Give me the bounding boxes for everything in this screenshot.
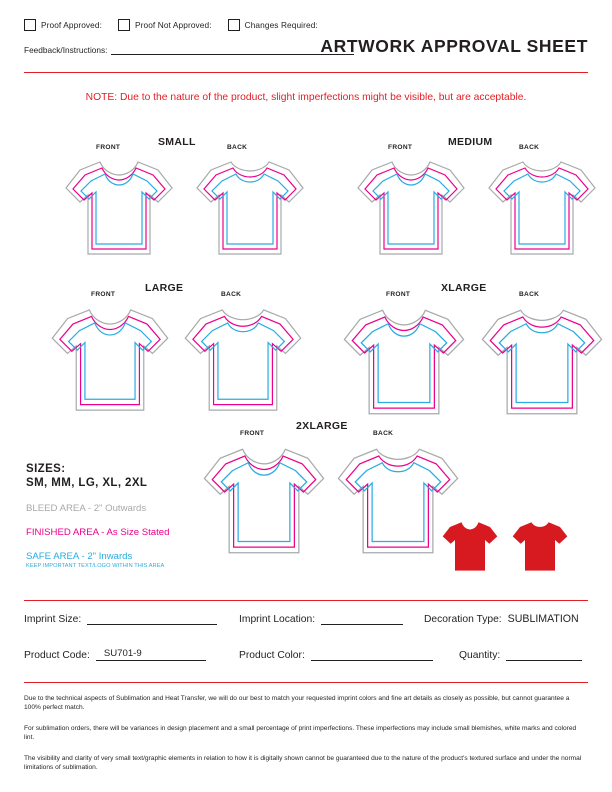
note-text: NOTE: Due to the nature of the product, slight imperfections might be visible, but are acceptable. (85, 92, 527, 103)
legend-bleed-area: BLEED AREA - 2" Outwards (26, 503, 147, 514)
front-label: FRONT (240, 430, 265, 437)
product-color-input[interactable] (311, 648, 433, 661)
imprint-location-field (239, 612, 424, 625)
group-title-xlarge: XLARGE (441, 282, 487, 294)
shirt-outline-small-front (60, 152, 178, 264)
shirt-outline-large-front (44, 299, 176, 421)
imprint-size-input[interactable] (87, 612, 217, 625)
shirt-outline-small-back (191, 152, 309, 264)
size-group-medium (352, 136, 592, 266)
back-label: BACK (227, 144, 248, 151)
front-label: FRONT (96, 144, 121, 151)
product-code-label: Product Code: (24, 650, 90, 661)
checkbox-label: Proof Approved: (41, 20, 102, 30)
page-title: ARTWORK APPROVAL SHEET (320, 36, 588, 56)
imprint-location-input[interactable] (321, 612, 403, 625)
group-title-2xlarge: 2XLARGE (296, 420, 348, 432)
divider-fields-top (24, 600, 588, 601)
checkbox-changes-required[interactable] (228, 19, 318, 31)
shirt-outline-medium-back (483, 152, 601, 264)
decoration-type-field (424, 613, 579, 625)
checkbox-proof-not-approved[interactable] (118, 19, 212, 31)
group-title-small: SMALL (158, 136, 196, 148)
product-code-value: SU701-9 (103, 648, 142, 659)
product-code-field (24, 648, 239, 661)
legend-safe-area-sub: KEEP IMPORTANT TEXT/LOGO WITHIN THIS AREA (26, 563, 165, 569)
product-color-label: Product Color: (239, 650, 305, 661)
decoration-type-value: SUBLIMATION (507, 613, 579, 625)
checkbox-box-icon[interactable] (24, 19, 36, 31)
size-group-xlarge (336, 282, 586, 412)
checkbox-label: Changes Required: (244, 20, 318, 30)
footer-paragraph-1: Due to the technical aspects of Sublimation and Heat Transfer, we will do our best to match your requested imprint colors and fine art details as closely as possible, but cannot guarantee a 100% perfect match. (24, 695, 570, 712)
feedback-label: Feedback/Instructions: (24, 45, 108, 55)
product-code-input[interactable] (96, 648, 206, 661)
legend-finished-area: FINISHED AREA - As Size Stated (26, 527, 170, 538)
back-label: BACK (519, 291, 540, 298)
divider-top (24, 72, 588, 73)
imprint-size-field (24, 612, 239, 625)
group-title-large: LARGE (145, 282, 184, 294)
decoration-type-label: Decoration Type: (424, 614, 502, 625)
footer-paragraph-2: For sublimation orders, there will be variances in design placement and a small percentage of print imperfections. These imperfections may include small blemishes, white marks and colored lint. (24, 724, 577, 742)
back-label: BACK (519, 144, 540, 151)
field-row-1 (24, 612, 588, 625)
imprint-size-label: Imprint Size: (24, 614, 82, 625)
red-shirt-front-icon (440, 512, 500, 580)
sizes-list: SM, MM, LG, XL, 2XL (26, 477, 148, 489)
footer-disclaimers (24, 694, 588, 783)
checkbox-label: Proof Not Approved: (135, 20, 212, 30)
sizes-legend-block (26, 462, 266, 569)
shirt-outline-xlarge-back (474, 299, 610, 425)
shirt-outline-large-back (177, 299, 309, 421)
header (24, 14, 588, 66)
red-shirt-back-icon (510, 512, 570, 580)
quantity-input[interactable] (506, 648, 582, 661)
imprint-location-label: Imprint Location: (239, 614, 316, 625)
shirt-outline-medium-front (352, 152, 470, 264)
checkbox-proof-approved[interactable] (24, 19, 102, 31)
size-group-small (60, 136, 300, 266)
back-label: BACK (373, 430, 394, 437)
front-label: FRONT (386, 291, 411, 298)
group-title-medium: MEDIUM (448, 136, 493, 148)
checkbox-box-icon[interactable] (118, 19, 130, 31)
sizes-title: SIZES: (26, 463, 66, 475)
product-color-field (239, 648, 459, 661)
checkbox-box-icon[interactable] (228, 19, 240, 31)
quantity-label: Quantity: (459, 650, 501, 661)
approval-checkbox-row (24, 19, 334, 31)
legend-safe-area: SAFE AREA - 2" Inwards (26, 551, 133, 562)
back-label: BACK (221, 291, 242, 298)
size-group-large (44, 282, 284, 412)
front-label: FRONT (91, 291, 116, 298)
divider-footer-top (24, 682, 588, 683)
field-row-2 (24, 648, 588, 661)
shirt-outline-xlarge-front (336, 299, 472, 425)
feedback-input-line[interactable] (111, 44, 354, 55)
footer-paragraph-3: The visibility and clarity of very small text/graphic elements in relation to how it is digitally shown cannot be guaranteed due to the nature of the product's textured surface and under the normal limitations of sublimation. (24, 754, 582, 772)
quantity-field (459, 648, 582, 661)
feedback-field (24, 44, 354, 55)
front-label: FRONT (388, 144, 413, 151)
